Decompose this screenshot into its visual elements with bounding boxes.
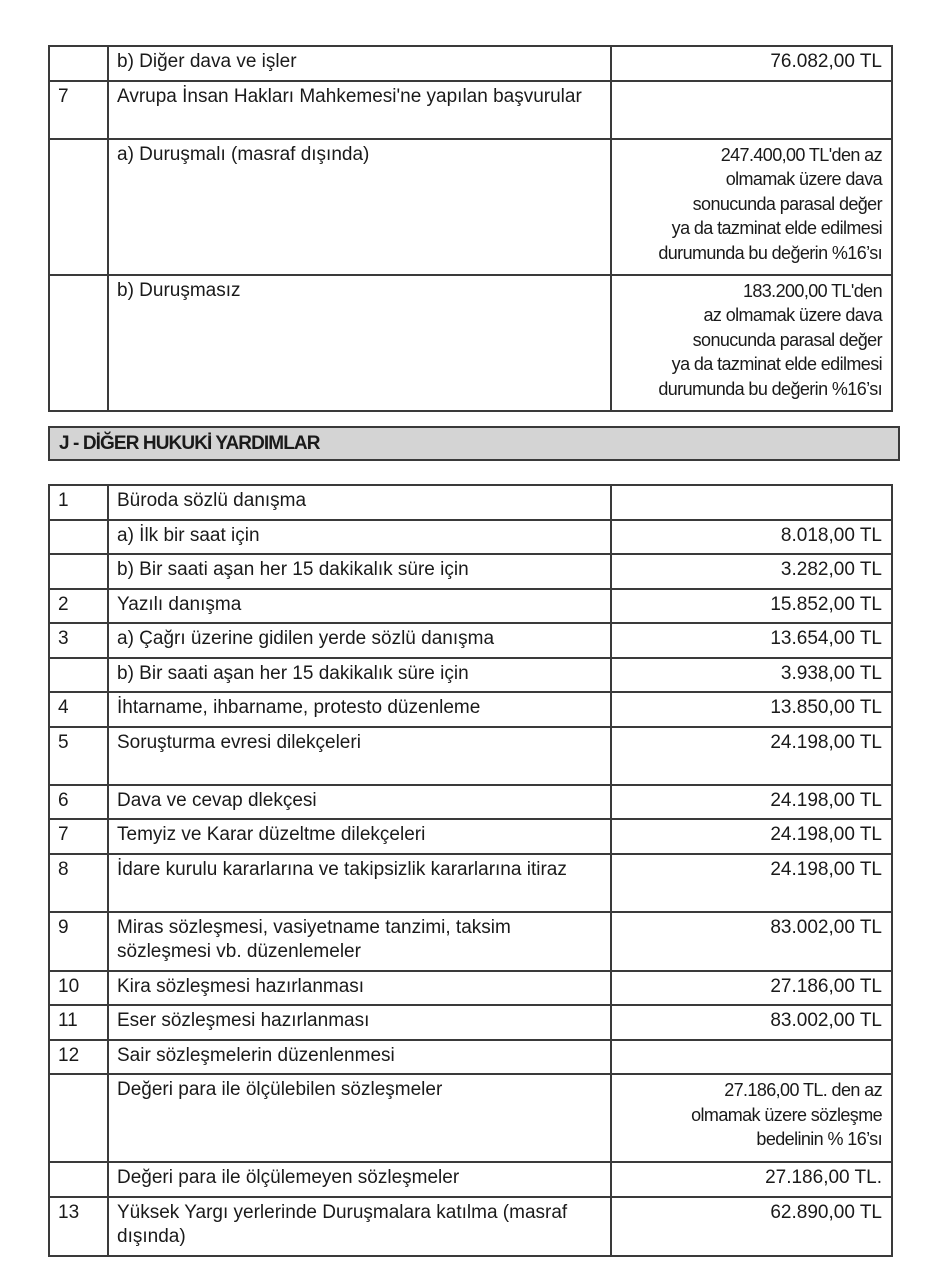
item-description: b) Diğer dava ve işler [108,46,611,81]
table-row [49,1074,892,1162]
item-number: 6 [49,785,108,820]
item-description: Miras sözleşmesi, vasiyetname tanzimi, taksim sözleşmesi vb. düzenlemeler [108,912,611,971]
item-fee [611,971,892,1006]
table-row [49,623,892,658]
item-description: Değeri para ile ölçülebilen sözleşmeler [108,1074,611,1162]
table-row [49,485,892,520]
item-fee [611,854,892,912]
fee-text-line: durumunda bu değerin %16’sı [658,242,882,263]
fee-text-line: sonucunda parasal değer [692,193,882,214]
item-fee [611,1040,892,1075]
table-row [49,1162,892,1197]
table-row [49,1197,892,1256]
item-description: Büroda sözlü danışma [108,485,611,520]
fee-text-line: 24.198,00 TL [770,824,882,845]
table-row [49,1005,892,1040]
fee-text-line: 3.282,00 TL [780,559,882,580]
fee-text-line: 13.850,00 TL [770,697,882,718]
item-fee [611,727,892,785]
item-number [49,275,108,411]
fee-text-line: az olmamak üzere dava [703,305,882,325]
fee-text-line: 83.002,00 TL [770,916,882,938]
table-row [49,1040,892,1075]
table-row [49,854,892,912]
item-description: a) İlk bir saat için [108,520,611,555]
item-description: b) Bir saati aşan her 15 dakikalık süre için [108,658,611,693]
table-row [49,727,892,785]
item-fee [611,819,892,854]
fee-text-line: 247.400,00 TL'den az [720,144,882,165]
fee-text-line: 62.890,00 TL [770,1201,882,1223]
item-fee [611,589,892,624]
item-fee [611,692,892,727]
table-row [49,46,892,81]
fee-text-line: bedelinin % 16’sı [756,1129,882,1149]
fee-text-line: sonucunda parasal değer [692,329,882,350]
item-number: 1 [49,485,108,520]
item-fee [611,785,892,820]
fee-text-line: ya da tazminat elde edilmesi [671,354,882,374]
table-row [49,520,892,555]
fee-text-line: olmamak üzere sözleşme [691,1104,882,1125]
item-description: Soruşturma evresi dilekçeleri [108,727,611,785]
item-description: Kira sözleşmesi hazırlanması [108,971,611,1006]
item-number: 7 [49,819,108,854]
item-fee [611,554,892,589]
item-number: 2 [49,589,108,624]
item-fee [611,139,892,275]
item-number: 11 [49,1005,108,1040]
fee-text-line: ya da tazminat elde edilmesi [671,218,882,238]
item-fee [611,623,892,658]
item-description: Temyiz ve Karar düzeltme dilekçeleri [108,819,611,854]
fee-text-line: olmamak üzere dava [725,169,882,189]
fee-text-line: 27.186,00 TL. [765,1167,882,1188]
item-description: Sair sözleşmelerin düzenlenmesi [108,1040,611,1075]
fee-text-line: 83.002,00 TL [770,1010,882,1031]
table-row [49,589,892,624]
item-fee [611,1197,892,1256]
item-fee [611,1005,892,1040]
item-number: 13 [49,1197,108,1256]
item-description: a) Çağrı üzerine gidilen yerde sözlü danışma [108,623,611,658]
fee-text-line: 8.018,00 TL [780,524,882,546]
fee-text-line: 27.186,00 TL. den az [724,1080,882,1100]
item-description: Yüksek Yargı yerlerinde Duruşmalara katılma (masraf dışında) [108,1197,611,1256]
section-j-title: J - DİĞER HUKUKİ YARDIMLAR [48,426,900,461]
table-row [49,971,892,1006]
item-number [49,520,108,555]
item-description: İhtarname, ihbarname, protesto düzenleme [108,692,611,727]
item-number: 10 [49,971,108,1006]
fee-text-line: 3.938,00 TL [780,662,882,684]
table-row [49,785,892,820]
fee-text-line: 13.654,00 TL [770,628,882,649]
item-number: 7 [49,81,108,139]
fee-text-line: durumunda bu değerin %16’sı [658,378,882,399]
item-number [49,658,108,693]
table-row [49,139,892,275]
fee-text-line: 24.198,00 TL [770,789,882,811]
item-number [49,1162,108,1197]
item-number: 3 [49,623,108,658]
item-description: b) Bir saati aşan her 15 dakikalık süre için [108,554,611,589]
item-number: 5 [49,727,108,785]
item-fee [611,46,892,81]
item-fee [611,912,892,971]
item-fee [611,520,892,555]
item-number: 9 [49,912,108,971]
fee-text-line: 15.852,00 TL [770,593,882,615]
item-number: 8 [49,854,108,912]
fee-text-line: 76.082,00 TL [770,51,882,72]
table-row [49,554,892,589]
item-number [49,554,108,589]
table-row [49,692,892,727]
table-row [49,81,892,139]
fee-text-line: 24.198,00 TL [770,858,882,880]
item-description: Eser sözleşmesi hazırlanması [108,1005,611,1040]
item-number [49,46,108,81]
item-description: Dava ve cevap dlekçesi [108,785,611,820]
fee-text-line: 183.200,00 TL'den [742,280,882,301]
item-description: a) Duruşmalı (masraf dışında) [108,139,611,275]
fee-text-line: 27.186,00 TL [770,975,882,997]
item-fee [611,1162,892,1197]
fee-table-section-j [48,484,893,1257]
item-description: Yazılı danışma [108,589,611,624]
table-row [49,912,892,971]
table-row [49,658,892,693]
item-number [49,1074,108,1162]
item-number [49,139,108,275]
table-row [49,819,892,854]
item-description: Avrupa İnsan Hakları Mahkemesi'ne yapılan başvurular [108,81,611,139]
fee-text-line: 24.198,00 TL [770,731,882,753]
fee-table-previous-section [48,45,893,412]
item-description: İdare kurulu kararlarına ve takipsizlik kararlarına itiraz [108,854,611,912]
item-description: Değeri para ile ölçülemeyen sözleşmeler [108,1162,611,1197]
item-fee [611,1074,892,1162]
table-row [49,275,892,411]
item-fee [611,81,892,139]
item-fee [611,275,892,411]
item-number: 12 [49,1040,108,1075]
item-fee [611,658,892,693]
item-fee [611,485,892,520]
item-description: b) Duruşmasız [108,275,611,411]
item-number: 4 [49,692,108,727]
